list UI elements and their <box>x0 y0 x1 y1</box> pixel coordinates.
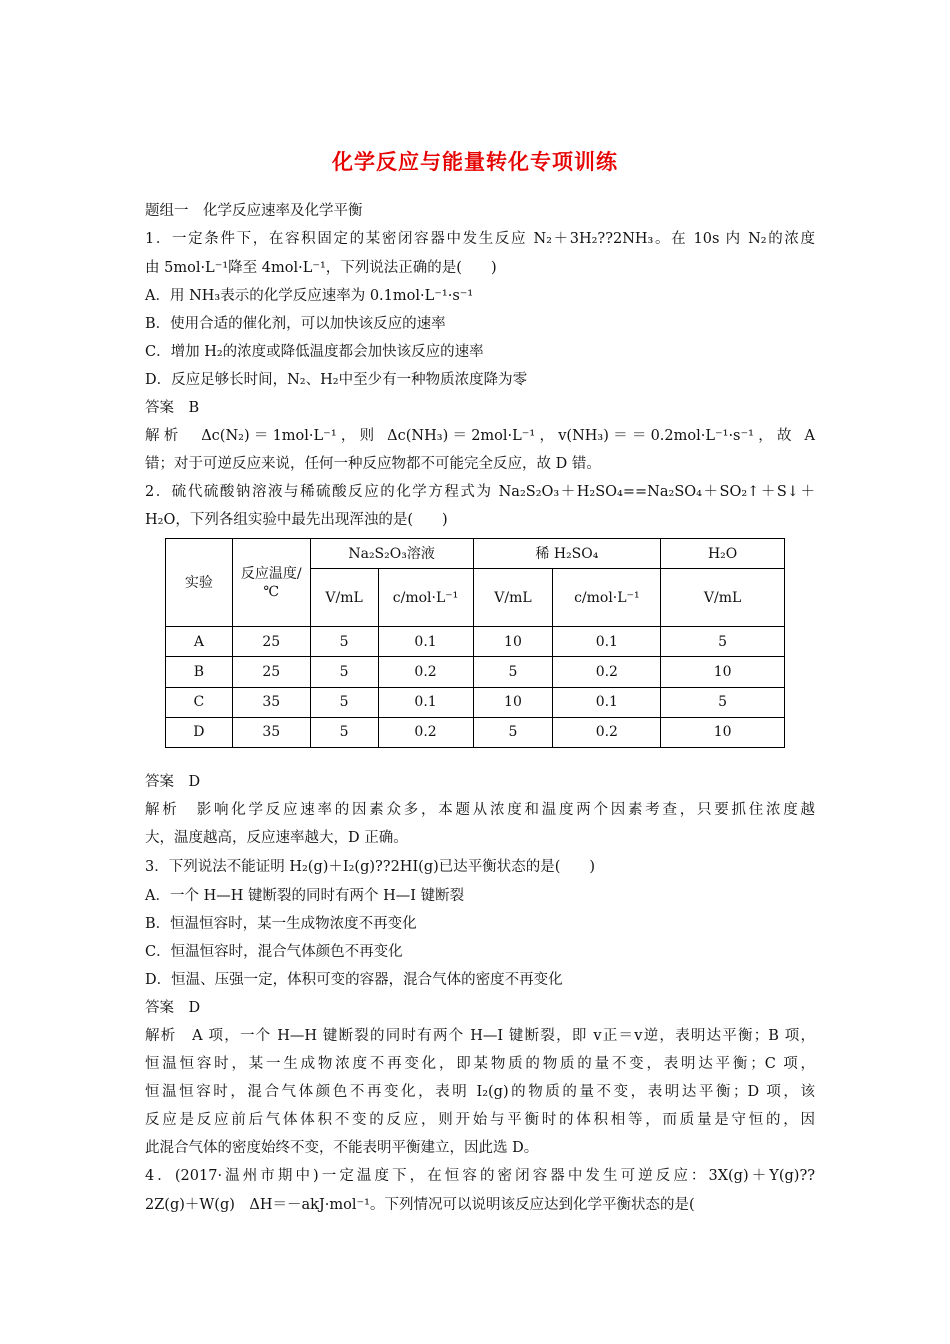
table-cell: 5 <box>661 627 785 657</box>
table-cell: 35 <box>232 687 310 717</box>
header-na2s2o3: Na₂S₂O₃溶液 <box>310 539 473 569</box>
q3-option-b: B．恒温恒容时，某一生成物浓度不再变化 <box>145 916 417 932</box>
table-cell: 10 <box>473 627 553 657</box>
table-cell: A <box>166 627 233 657</box>
header-volume: V/mL <box>310 569 378 627</box>
q1-stem-line1: 1．一定条件下，在容积固定的某密闭容器中发生反应 N₂＋3H₂??2NH₃。在 10s 内 N₂的浓度 <box>145 231 815 247</box>
table-cell: 5 <box>473 657 553 687</box>
table-row <box>166 687 785 717</box>
q2-analysis-line2: 大，温度越高，反应速率越大，D 正确。 <box>145 830 408 846</box>
table-cell: 25 <box>232 627 310 657</box>
header-temperature: 反应温度/℃ <box>232 539 310 627</box>
table-cell: 25 <box>232 657 310 687</box>
q1-option-d: D．反应足够长时间，N₂、H₂中至少有一种物质浓度降为零 <box>145 372 528 388</box>
q2-answer: 答案 D <box>145 774 201 790</box>
page-title: 化学反应与能量转化专项训练 <box>332 150 618 174</box>
table-cell: C <box>166 687 233 717</box>
table-row <box>166 627 785 657</box>
header-h2o: H₂O <box>661 539 785 569</box>
q3-option-d: D．恒温、压强一定，体积可变的容器，混合气体的密度不再变化 <box>145 972 563 988</box>
table-cell: 0.2 <box>378 657 473 687</box>
q3-analysis-line4: 反应是反应前后气体体积不变的反应，则开始与平衡时的体积相等，而质量是守恒的，因 <box>145 1112 815 1128</box>
q4-stem-line2: 2Z(g)＋W(g) ΔH＝－akJ·mol⁻¹。下列情况可以说明该反应达到化学平衡状态的是( <box>145 1197 695 1213</box>
header-h2so4: 稀 H₂SO₄ <box>473 539 661 569</box>
q3-analysis-line1: 解析 A 项，一个 H—H 键断裂的同时有两个 H—I 键断裂，即 v正＝v逆，表明达平衡；B 项， <box>145 1028 815 1044</box>
table-cell: 0.2 <box>378 717 473 747</box>
table-cell: B <box>166 657 233 687</box>
table-cell: 0.1 <box>378 627 473 657</box>
table-cell: 0.1 <box>378 687 473 717</box>
q2-analysis-line1: 解析 影响化学反应速率的因素众多，本题从浓度和温度两个因素考查，只要抓住浓度越 <box>145 802 815 818</box>
table-cell: 5 <box>310 627 378 657</box>
q1-analysis-line1: 解析 Δc(N₂)＝1mol·L⁻¹，则 Δc(NH₃)＝2mol·L⁻¹，v(NH₃)＝＝0.2mol·L⁻¹·s⁻¹，故 A <box>145 428 815 444</box>
table-cell: 0.2 <box>553 657 661 687</box>
q3-stem: 3．下列说法不能证明 H₂(g)＋I₂(g)??2HI(g)已达平衡状态的是( ) <box>145 859 596 875</box>
q3-analysis-line5: 此混合气体的密度始终不变，不能表明平衡建立，因此选 D。 <box>145 1140 539 1156</box>
q1-option-c: C．增加 H₂的浓度或降低温度都会加快该反应的速率 <box>145 344 484 360</box>
q3-answer: 答案 D <box>145 1000 201 1016</box>
table-cell: 10 <box>661 657 785 687</box>
table-cell: 5 <box>310 717 378 747</box>
table-cell: 5 <box>473 717 553 747</box>
q1-option-a: A．用 NH₃表示的化学反应速率为 0.1mol·L⁻¹·s⁻¹ <box>145 288 474 304</box>
q1-stem-line2: 由 5mol·L⁻¹降至 4mol·L⁻¹，下列说法正确的是( ) <box>145 260 497 276</box>
group-heading: 题组一 化学反应速率及化学平衡 <box>145 203 363 219</box>
table-cell: 35 <box>232 717 310 747</box>
table-cell: 5 <box>661 687 785 717</box>
header-volume: V/mL <box>473 569 553 627</box>
table-row <box>166 717 785 747</box>
header-concentration: c/mol·L⁻¹ <box>378 569 473 627</box>
q2-stem-line2: H₂O，下列各组实验中最先出现浑浊的是( ) <box>145 512 448 528</box>
q1-option-b: B．使用合适的催化剂，可以加快该反应的速率 <box>145 316 446 332</box>
q1-answer: 答案 B <box>145 400 200 416</box>
table-cell: 5 <box>310 657 378 687</box>
table-cell: 10 <box>661 717 785 747</box>
q3-option-a: A．一个 H—H 键断裂的同时有两个 H—I 键断裂 <box>145 888 465 904</box>
experiment-table <box>165 538 785 748</box>
q3-analysis-line2: 恒温恒容时，某一生成物浓度不再变化，即某物质的物质的量不变，表明达平衡；C 项， <box>145 1056 815 1072</box>
table-cell: 0.1 <box>553 687 661 717</box>
header-volume: V/mL <box>661 569 785 627</box>
q3-analysis-line3: 恒温恒容时，混合气体颜色不再变化，表明 I₂(g)的物质的量不变，表明达平衡；D 项，该 <box>145 1084 815 1100</box>
header-experiment: 实验 <box>166 539 233 627</box>
q4-stem-line1: 4．(2017·温州市期中)一定温度下，在恒容的密闭容器中发生可逆反应：3X(g)＋Y(g)?? <box>145 1168 815 1184</box>
table-cell: 0.2 <box>553 717 661 747</box>
q1-analysis-line2: 错；对于可逆反应来说，任何一种反应物都不可能完全反应，故 D 错。 <box>145 456 601 472</box>
table-cell: D <box>166 717 233 747</box>
q2-stem-line1: 2．硫代硫酸钠溶液与稀硫酸反应的化学方程式为 Na₂S₂O₃＋H₂SO₄==Na₂SO₄＋SO₂↑＋S↓＋ <box>145 484 815 500</box>
table-row <box>166 657 785 687</box>
q3-option-c: C．恒温恒容时，混合气体颜色不再变化 <box>145 944 403 960</box>
table-cell: 5 <box>310 687 378 717</box>
table-cell: 0.1 <box>553 627 661 657</box>
header-concentration: c/mol·L⁻¹ <box>553 569 661 627</box>
table-cell: 10 <box>473 687 553 717</box>
